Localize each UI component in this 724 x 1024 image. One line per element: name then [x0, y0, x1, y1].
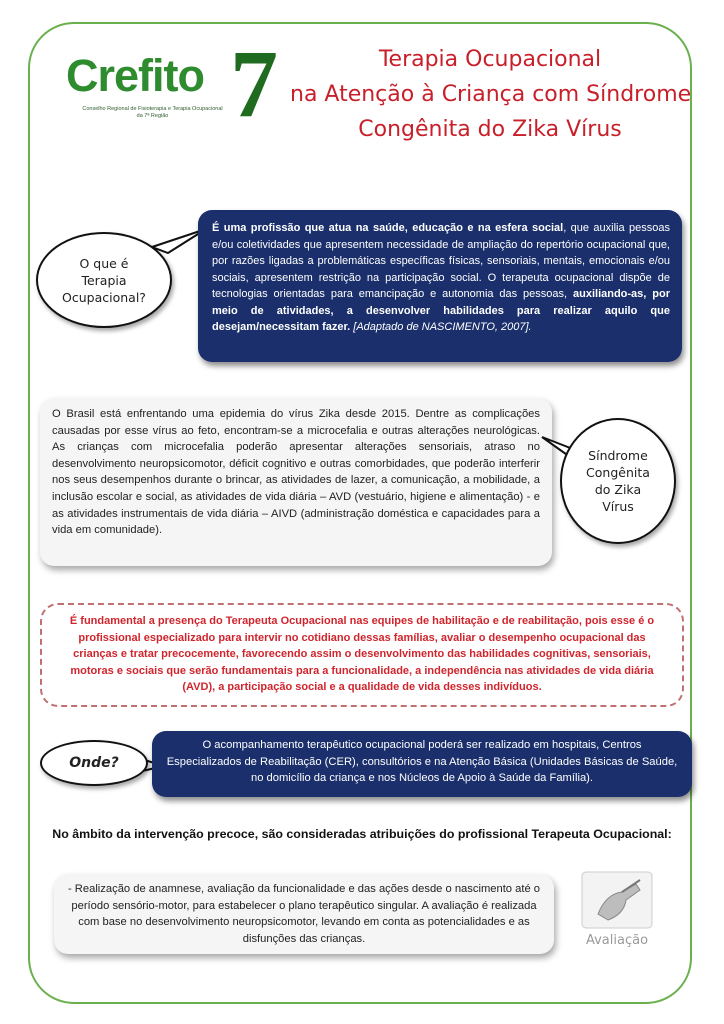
definition-text: , que auxilia pessoas e/ou coletividades que apresentem necessidade de ampliação do repertório ocupacional que, por razões ligadas a problemáticas específicas físicas, sensoriais, mentais, emocionais e/ou sociais, apresentem restrição na participação social. O terapeuta ocupacional dispõe de tecnologias orientadas para emancipação e autonomia das pessoas, [212, 222, 670, 300]
bubble-line: Ocupacional? [62, 289, 146, 305]
where-text: O acompanhamento terapêutico ocupacional poderá ser realizado em hospitais, Centros Especializados de Reabilitação (CER), consultórios e na Atenção Básica (Unidades Básicas de Saúde, no domicílio da criança e nos Núcleos de Apoio à Saúde da Família). [166, 739, 678, 784]
bubble-line: O que é [79, 255, 129, 271]
logo-word: Crefito [66, 50, 204, 101]
hand-writing-icon [578, 868, 656, 950]
attributions-heading: No âmbito da intervenção precoce, são consideradas atribuições do profissional Terapeuta Ocupacional: [52, 827, 672, 841]
bubble-where [40, 740, 148, 786]
bubble-zika-syndrome [560, 418, 676, 544]
bubble-where-label: Onde? [69, 754, 119, 771]
title-line3: Congênita do Zika Vírus [358, 117, 622, 142]
crefito-logo [62, 30, 287, 137]
title-line1: Terapia Ocupacional [378, 47, 602, 72]
bubble-line: Síndrome [588, 448, 648, 463]
logo-number: 7 [230, 30, 278, 137]
logo-subtitle-line1: Conselho Regional de Fisioterapia e Terapia Ocupacional [82, 106, 223, 112]
zika-context-text: O Brasil está enfrentando uma epidemia do vírus Zika desde 2015. Dentre as complicações causadas por esse vírus ao feto, encontram-se a microcefalia e outras alterações neurológicas. As crianças com microcefalia poderão apresentar alterações sensoriais, atraso no desenvolvimento neuropsicomotor, déficit cognitivo e outras comorbidades, que poderão interferir nos seus desempenhos durante o brincar, as atividades de lazer, a comunicação, a mobilidade, a inclusão escolar e social, as atividades de vida diária – AVD (vestuário, higiene e alimentação) - e as atividades instrumentais de vida diária – AIVD (administração doméstica e capacidades para a vida em comunidade). [52, 408, 540, 537]
logo-subtitle-line2: da 7ª Região [136, 113, 169, 119]
definition-bold-tail: auxiliando-as, por meio de atividades, a desenvolver habilidades para realizar aquilo que desejam/necessitam fazer. [212, 288, 670, 333]
assessment-icon-caption: Avaliação [585, 933, 649, 948]
assessment-icon [578, 868, 656, 950]
bubble-what-is-to [36, 232, 172, 328]
logo-subtitle [70, 106, 235, 120]
definition-box [198, 210, 682, 362]
bubble-line: Vírus [602, 499, 634, 514]
zika-context-box [40, 398, 552, 566]
definition-citation: [Adaptado de NASCIMENTO, 2007]. [350, 321, 532, 333]
definition-bold-lead: É uma profissão que atua na saúde, educação e na esfera social [212, 222, 564, 234]
bubble-line: Terapia [81, 272, 127, 288]
assessment-box [54, 874, 554, 954]
importance-text: É fundamental a presença do Terapeuta Ocupacional nas equipes de habilitação e de reabilitação, pois esse é o profissional especializado para intervir no cotidiano dessas famílias, avaliar o desempenho ocupacional das crianças e tratar precocemente, favorecendo assim o desenvolvimento das habilidades cognitivas, sensoriais, motoras e sociais que serão fundamentais para a funcionalidade, a independência nas atividades de vida diária (AVD), a participação social e a qualidade de vida desses indivíduos. [69, 615, 655, 694]
page-title [290, 42, 690, 147]
where-box [152, 731, 692, 797]
assessment-text: - Realização de anamnese, avaliação da funcionalidade e das ações desde o nascimento até o período sensório-motor, para estabelecer o plano terapêutico singular. A avaliação é realizada com base no desenvolvimento neuropsicomotor, levando em conta as potencialidades e as disfunções das crianças. [67, 883, 541, 945]
importance-box [40, 603, 684, 707]
bubble-line: Congênita [586, 465, 650, 480]
title-line2: na Atenção à Criança com Síndrome [290, 82, 692, 107]
bubble-line: do Zika [594, 482, 642, 497]
